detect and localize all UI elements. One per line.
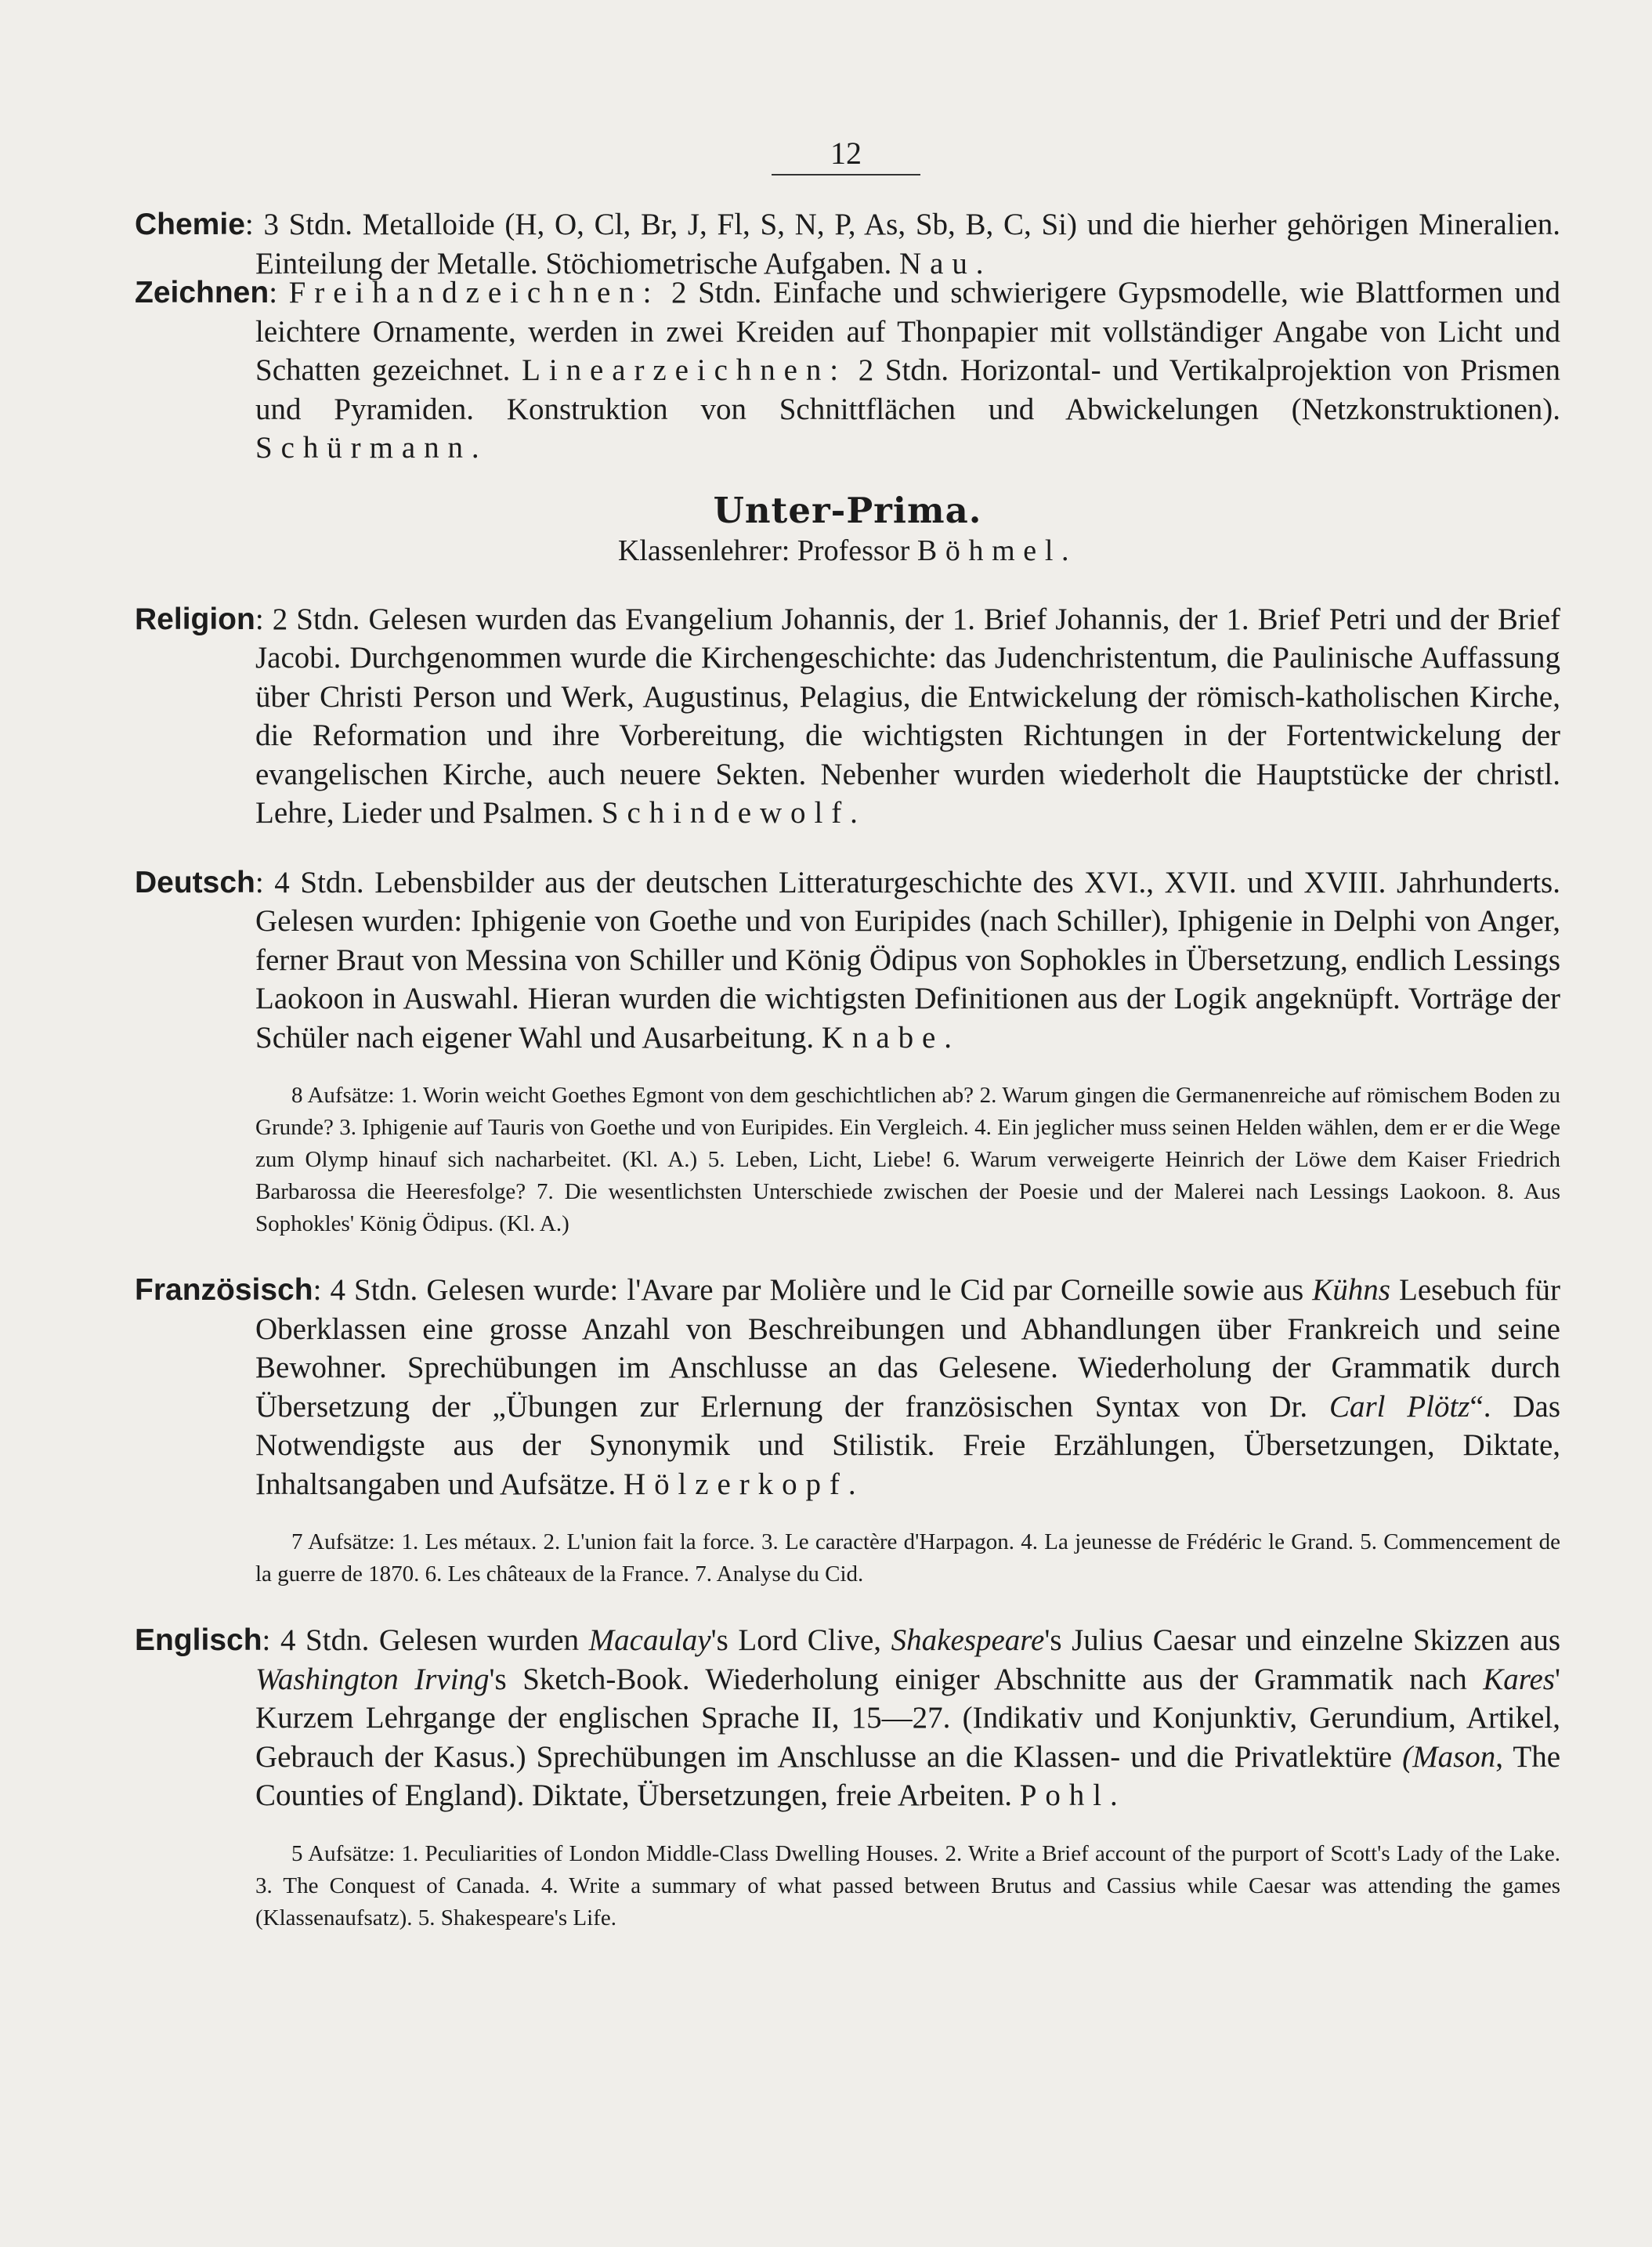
englisch-author-macaulay: Macaulay bbox=[588, 1623, 711, 1657]
entry-englisch: Englisch: 4 Stdn. Gelesen wurden Macaulay's Lord Clive, Shakespeare's Julius Caesar und einzelne Skizzen aus Washington Irving's Sketch-Book. Wiederholung einiger Abschnitte aus der Grammatik nach Kares' Kurzem Lehrgange der englischen Sprache II, 15—27. (Indikativ und Konjunktiv, Gerundium, Artikel, Gebrauch der Kasus.) Sprechübungen im Anschlusse an die Klassen- und die Privatlektüre (Mason, The Counties of England). Diktate, Übersetzungen, freie Arbeiten. Pohl. bbox=[135, 1623, 1561, 1812]
englisch-text-d: 's Sketch-Book. Wiederholung einiger Abschnitte aus der Grammatik nach bbox=[489, 1662, 1467, 1696]
teacher-chemie: Nau. bbox=[899, 246, 992, 280]
englisch-author-mason: (Mason bbox=[1402, 1739, 1496, 1774]
page-number-rule bbox=[772, 174, 920, 175]
deutsch-text: 4 Stdn. Lebensbilder aus der deutschen Litteraturgeschichte des XVI., XVII. und XVIII. Jahrhunderts. Gelesen wurden: Iphigenie von Goethe und von Euripides (nach Schiller), Iphigenie in Delphi von Anger, ferner Braut von Messina von Schiller und König Ödipus von Sophokles in Übersetzung, endlich Lessings Laokoon in Auswahl. Hieran wurden die wichtigsten Definitionen aus der Logik angeknüpft. Vorträge der Schüler nach eigener Wahl und Ausarbeitung. bbox=[255, 865, 1560, 1055]
class-teacher bbox=[135, 532, 1560, 570]
englisch-text-e: ' Kurzem Lehrgange der englischen Sprache II, 15—27. (Indikativ und Konjunktiv, Gerundium, Artikel, Gebrauch der Kasus.) Sprechübungen im Anschlusse an die Klassen- und die Privatlektüre bbox=[255, 1662, 1560, 1774]
teacher-englisch: Pohl. bbox=[1019, 1778, 1126, 1812]
englisch-author-shakespeare: Shakespeare bbox=[891, 1623, 1045, 1657]
franzoesisch-essays-note: 7 Aufsätze: 1. Les métaux. 2. L'union fait la force. 3. Le caractère d'Harpagon. 4. La jeunesse de Frédéric le Grand. 5. Commencement de la guerre de 1870. 6. Les châteaux de la France. 7. Analyse du Cid. bbox=[255, 1529, 1560, 1587]
subject-franzoesisch: Französisch bbox=[135, 1273, 313, 1307]
page-number: 12 bbox=[830, 136, 862, 171]
subject-religion: Religion bbox=[135, 602, 255, 636]
franzoesisch-author-kuehns: Kühns bbox=[1312, 1273, 1390, 1307]
englisch-author-kares: Kares bbox=[1483, 1662, 1555, 1696]
subject-deutsch: Deutsch bbox=[135, 865, 255, 899]
zeichnen-text-freihand: 2 Stdn. Einfache und schwierigere Gypsmodelle, wie Blattformen und leichtere Ornamente, werden in zwei Kreiden auf Thonpapier mit vollständiger Angabe von Licht und Schatten gezeichnet. bbox=[255, 276, 1561, 387]
entry-deutsch: Deutsch: 4 Stdn. Lebensbilder aus der deutschen Litteraturgeschichte des XVI., XVII. und XVIII. Jahrhunderts. Gelesen wurden: Iphigenie von Goethe und von Euripides (nach Schiller), Iphigenie in Delphi von Anger, ferner Braut von Messina von Schiller und König Ödipus von Sophokles in Übersetzung, endlich Lessings Laokoon in Auswahl. Hieran wurden die wichtigsten Definitionen aus der Logik angeknüpft. Vorträge der Schüler nach eigener Wahl und Ausarbeitung. Knabe. bbox=[135, 865, 1560, 1055]
entry-zeichnen: Zeichnen: Freihandzeichnen: 2 Stdn. Einfache und schwierigere Gypsmodelle, wie Blattformen und leichtere Ornamente, werden in zwei Kreiden auf Thonpapier mit vollständiger Angabe von Licht und Schatten gezeichnet. Linearzeichnen: 2 Stdn. Horizontal- und Vertikalprojektion von Prismen und Pyramiden. Konstruktion von Schnittflächen und Abwickelungen (Netzkonstruktionen). Schürmann. bbox=[135, 276, 1561, 465]
englisch-author-irving: Washington Irving bbox=[255, 1662, 490, 1696]
teacher-deutsch: Knabe. bbox=[821, 1020, 960, 1055]
franzoesisch-text-c: “. Das Notwendigste aus der Synonymik und Stilistik. Freie Erzählungen, Übersetzungen, Diktate, Inhaltsangaben und Aufsätze. bbox=[255, 1389, 1561, 1501]
zeichnen-label-linear: Linearzeichnen: bbox=[522, 353, 848, 387]
entry-religion: Religion: 2 Stdn. Gelesen wurden das Evangelium Johannis, der 1. Brief Johannis, der 1. Brief Petri und der Brief Jacobi. Durchgenommen wurde die Kirchengeschichte: das Judenchristentum, die Paulinische Auffassung über Christi Person und Werk, Augustinus, Pelagius, die Entwickelung der römisch-katholischen Kirche, die Reformation und ihre Vorbereitung, die wichtigsten Richtungen in der Fortentwickelung der evangelischen Kirche, auch neuere Sekten. Nebenher wurden wiederholt die Hauptstücke der christl. Lehre, Lieder und Psalmen. Schindewolf. bbox=[135, 602, 1560, 830]
class-teacher-name: Böhmel. bbox=[916, 534, 1078, 567]
franzoesisch-text-b: Lesebuch für Oberklassen eine grosse Anzahl von Beschreibungen und Abhandlungen über Frankreich und seine Bewohner. Sprechübungen im Anschlusse an das Gelesene. Wiederholung der Grammatik durch Übersetzung der „Übungen zur Erlernung der französischen Syntax von Dr. bbox=[255, 1273, 1561, 1424]
religion-text: 2 Stdn. Gelesen wurden das Evangelium Johannis, der 1. Brief Johannis, der 1. Brief Petri und der Brief Jacobi. Durchgenommen wurde die Kirchengeschichte: das Judenchristentum, die Paulinische Auffassung über Christi Person und Werk, Augustinus, Pelagius, die Entwickelung der römisch-katholischen Kirche, die Reformation und ihre Vorbereitung, die wichtigsten Richtungen in der Fortentwickelung der evangelischen Kirche, auch neuere Sekten. Nebenher wurden wiederholt die Hauptstücke der christl. Lehre, Lieder und Psalmen. bbox=[255, 602, 1560, 830]
page-content bbox=[135, 205, 1560, 1941]
zeichnen-text-linear: 2 Stdn. Horizontal- und Vertikalprojektion von Prismen und Pyramiden. Konstruktion von Schnittflächen und Abwickelungen (Netzkonstruktionen). bbox=[255, 353, 1561, 426]
englisch-text-f: , The Counties of England). Diktate, Übersetzungen, freie Arbeiten. bbox=[255, 1739, 1560, 1812]
chemie-text: 3 Stdn. Metalloide (H, O, Cl, Br, J, Fl, S, N, P, As, Sb, B, C, Si) und die hierher gehörigen Mineralien. Einteilung der Metalle. Stöchiometrische Aufgaben. bbox=[255, 208, 1560, 280]
teacher-religion: Schindewolf. bbox=[601, 796, 866, 830]
entry-chemie: Chemie: 3 Stdn. Metalloide (H, O, Cl, Br, J, Fl, S, N, P, As, Sb, B, C, Si) und die hierher gehörigen Mineralien. Einteilung der Metalle. Stöchiometrische Aufgaben. Nau. bbox=[135, 208, 1560, 280]
englisch-text-c: 's Julius Caesar und einzelne Skizzen aus bbox=[1044, 1623, 1561, 1657]
subject-zeichnen: Zeichnen bbox=[135, 276, 269, 309]
franzoesisch-text-a: 4 Stdn. Gelesen wurde: l'Avare par Molière und le Cid par Corneille sowie aus bbox=[330, 1273, 1304, 1307]
subject-englisch: Englisch bbox=[135, 1623, 262, 1657]
englisch-essays-note: 5 Aufsätze: 1. Peculiarities of London Middle-Class Dwelling Houses. 2. Write a Brief account of the purport of Scott's Lady of the Lake. 3. The Conquest of Canada. 4. Write a summary of what passed between Brutus and Cassius while Caesar was attending the games (Klassenaufsatz). 5. Shakespeare's Life. bbox=[255, 1840, 1560, 1930]
subject-chemie: Chemie bbox=[135, 208, 245, 241]
englisch-text-a: 4 Stdn. Gelesen wurden bbox=[280, 1623, 580, 1657]
englisch-text-b: 's Lord Clive, bbox=[710, 1623, 882, 1657]
teacher-zeichnen: Schürmann. bbox=[255, 431, 488, 465]
zeichnen-label-freihand: Freihandzeichnen: bbox=[288, 276, 660, 309]
deutsch-essays-note: 8 Aufsätze: 1. Worin weicht Goethes Egmont von dem geschichtlichen ab? 2. Warum gingen die Germanenreiche auf römischem Boden zu Grunde? 3. Iphigenie auf Tauris von Goethe und von Euripides. Ein Vergleich. 4. Ein jeglicher muss seinen Helden wählen, dem er er die Wege zum Olymp hinauf sich nacharbeitet. (Kl. A.) 5. Leben, Licht, Liebe! 6. Warum verweigerte Heinrich der Löwe dem Kaiser Friedrich Barbarossa die Heeresfolge? 7. Die wesentlichsten Unterschiede zwischen der Poesie und der Malerei nach Lessings Laokoon. 8. Aus Sophokles' König Ödipus. (Kl. A.) bbox=[255, 1083, 1560, 1236]
teacher-franzoesisch: Hölzerkopf. bbox=[624, 1467, 865, 1501]
section-title: Unter-Prima. bbox=[713, 489, 982, 531]
class-teacher-label: Klassenlehrer: Professor bbox=[617, 534, 910, 567]
franzoesisch-author-ploetz: Carl Plötz bbox=[1328, 1389, 1470, 1424]
entry-franzoesisch: Französisch: 4 Stdn. Gelesen wurde: l'Avare par Molière und le Cid par Corneille sowie aus Kühns Lesebuch für Oberklassen eine grosse Anzahl von Beschreibungen und Abhandlungen über Frankreich und seine Bewohner. Sprechübungen im Anschlusse an das Gelesene. Wiederholung der Grammatik durch Übersetzung der „Übungen zur Erlernung der französischen Syntax von Dr. Carl Plötz“. Das Notwendigste aus der Synonymik und Stilistik. Freie Erzählungen, Übersetzungen, Diktate, Inhaltsangaben und Aufsätze. Hölzerkopf. bbox=[135, 1273, 1561, 1501]
